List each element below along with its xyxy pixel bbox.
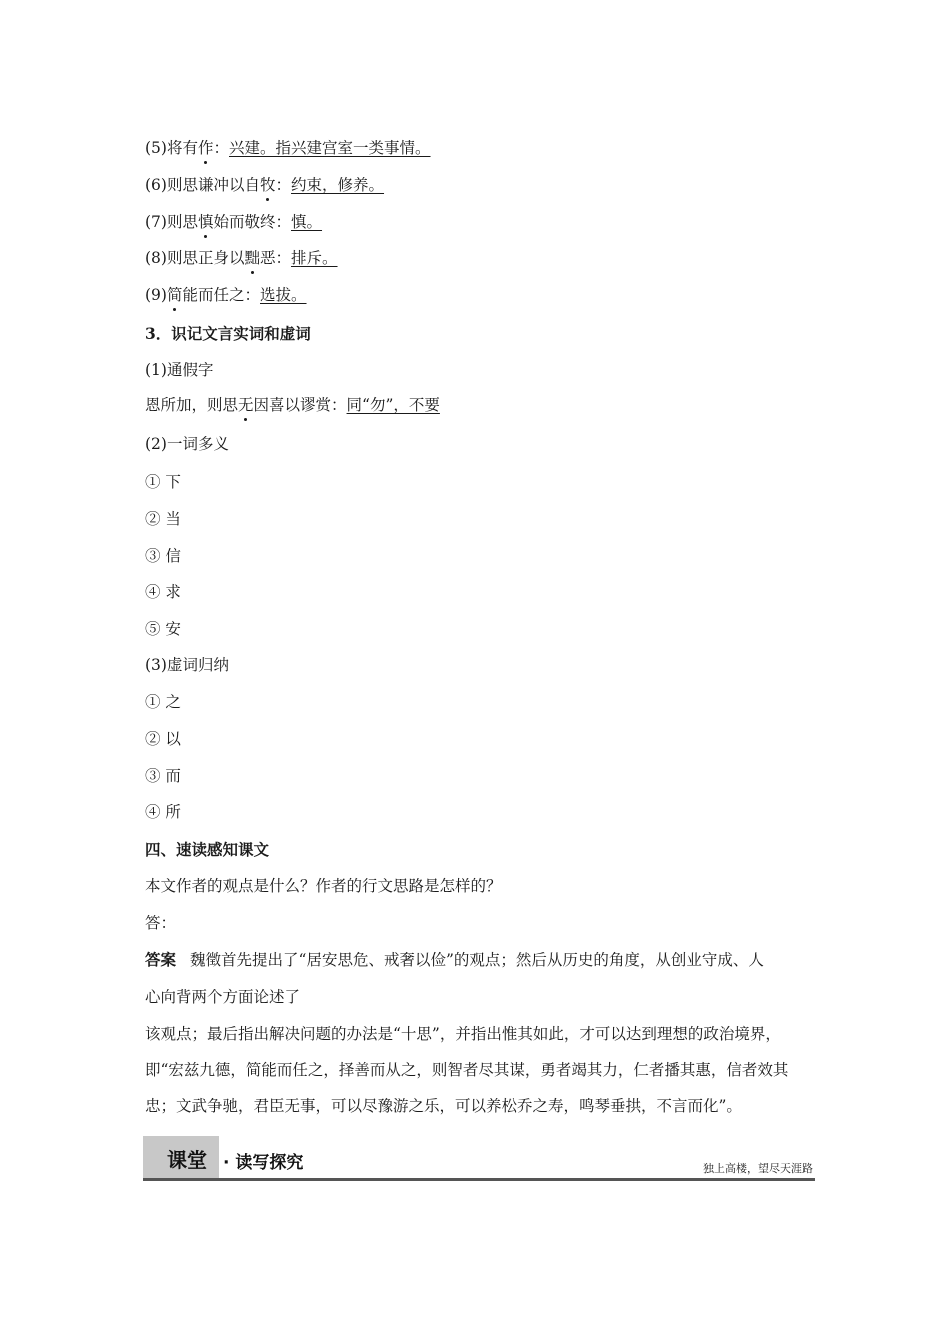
question-text: 本文作者的观点是什么？作者的行文思路是怎样的？	[145, 877, 502, 895]
answer-prompt: 答：	[145, 914, 177, 932]
answer-line: 该观点；最后指出解决问题的办法是“十思”，并指出惟其如此，才可以达到理想的政治境界，	[145, 1025, 781, 1043]
item-9	[145, 285, 307, 305]
answer-line	[145, 950, 764, 970]
answer-line: 即“宏兹九德，简能而任之，择善而从之，则智者尽其谋，勇者竭其力，仁者播其惠，信者效其	[145, 1061, 789, 1079]
emphasis-char: 牧	[259, 176, 276, 194]
yici-item: ① 下	[145, 473, 181, 491]
item-8	[145, 248, 338, 268]
xuci-item: ③ 而	[145, 767, 181, 785]
answer-line: 心向背两个方面论述了	[145, 988, 301, 1006]
answer-text: 魏徵首先提出了“居安思危、戒奢以俭”的观点；然后从历史的角度，从创业守成、人	[190, 951, 764, 969]
item-text: 恶：	[260, 249, 292, 267]
item-text: 则思谦冲以自	[166, 176, 260, 194]
item-answer: 慎。	[291, 213, 323, 231]
item-6	[145, 175, 384, 195]
section-banner	[143, 1136, 815, 1181]
item-text: 因喜以谬赏：	[253, 396, 347, 414]
item-text: 则思正身以	[166, 249, 245, 267]
item-5	[145, 138, 431, 158]
xuci-item: ② 以	[145, 730, 181, 748]
banner-motto: 独上高楼，望尽天涯路	[703, 1162, 813, 1175]
emphasis-char: 简	[166, 286, 183, 304]
item-text: 恩所加，则思	[145, 396, 239, 414]
item-number: (7)	[145, 213, 167, 231]
section-3-heading: 3．识记文言实词和虚词	[145, 324, 311, 343]
tongjia-line	[145, 395, 440, 415]
item-text: 将有	[166, 139, 198, 157]
item-answer: 选拔。	[260, 286, 307, 304]
item-answer: 同“勿”，不要	[346, 396, 440, 414]
item-number: (8)	[145, 249, 167, 267]
emphasis-char: 黜	[244, 249, 260, 267]
xuci-item: ④ 所	[145, 803, 181, 821]
xuci-heading: (3)虚词归纳	[145, 656, 229, 674]
item-text: 能而任之：	[182, 286, 260, 304]
yici-heading: (2)一词多义	[145, 435, 229, 453]
item-answer: 约束，修养。	[291, 176, 385, 194]
item-answer: 兴建。指兴建宫室一类事情。	[229, 139, 431, 157]
emphasis-char: 无	[238, 396, 254, 414]
yici-item: ③ 信	[145, 547, 181, 565]
emphasis-char: 慎	[197, 213, 214, 231]
item-answer: 排斥。	[291, 249, 338, 267]
tongjia-heading: (1)通假字	[145, 361, 214, 379]
item-text: 始而敬终：	[213, 213, 292, 231]
yici-item: ⑤ 安	[145, 620, 181, 638]
yici-item: ④ 求	[145, 583, 181, 601]
item-text: ：	[275, 176, 292, 194]
answer-line: 忠；文武争驰，君臣无事，可以尽豫游之乐，可以养松乔之寿，鸣琴垂拱，不言而化”。	[145, 1097, 742, 1115]
answer-label: 答案	[145, 950, 177, 969]
item-number: (6)	[145, 176, 167, 194]
item-number: (5)	[145, 139, 167, 157]
emphasis-char: 作	[197, 139, 214, 157]
item-7	[145, 212, 322, 232]
banner-title: 课堂	[167, 1148, 207, 1172]
item-text: ：	[213, 139, 230, 157]
xuci-item: ① 之	[145, 693, 181, 711]
yici-item: ② 当	[145, 510, 181, 528]
item-number: (9)	[145, 286, 167, 304]
banner-subtitle: · 读写探究	[223, 1153, 304, 1173]
item-text: 则思	[166, 213, 198, 231]
banner-rule	[143, 1178, 815, 1181]
section-4-heading: 四、速读感知课文	[145, 840, 270, 859]
